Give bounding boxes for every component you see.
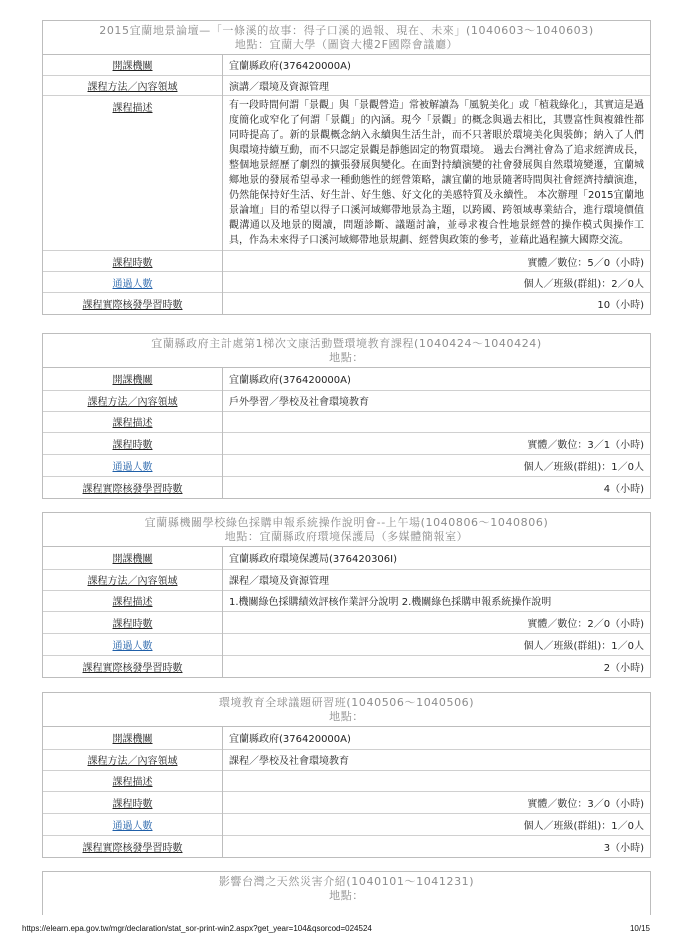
org-value: 宜蘭縣政府環境保護局(376420306I): [229, 554, 398, 566]
course-location: 地點：宜蘭縣政府環境保護局（多媒體簡報室）: [224, 530, 469, 543]
learn-hours-value: 4（小時): [223, 476, 651, 498]
method-value: 戶外學習／學校及社會環境教育: [223, 390, 651, 411]
course-block: [42, 20, 651, 315]
hours-value: 實體／數位：3／1（小時): [223, 432, 651, 454]
method-value: 演講／環境及資源管理: [223, 75, 651, 95]
method-value: 課程／學校及社會環境教育: [223, 749, 651, 770]
desc-label: 課程描述: [43, 411, 223, 432]
hours-label: 課程時數: [43, 251, 223, 272]
learn-hours-value: 3（小時): [223, 835, 651, 857]
hours-value: 實體／數位：5／0（小時): [223, 251, 651, 272]
course-title: 環境教育全球議題研習班(1040506～1040506): [218, 696, 475, 709]
people-link[interactable]: 通過人數: [43, 813, 223, 835]
hours-value: 實體／數位：2／0（小時): [223, 611, 651, 633]
course-header: [43, 513, 650, 547]
desc-value: [223, 770, 651, 791]
course-table: [43, 55, 650, 314]
method-value: 課程／環境及資源管理: [223, 569, 651, 590]
course-table: [43, 547, 650, 677]
course-header: [43, 693, 650, 727]
course-location: 地點：: [329, 710, 364, 723]
desc-value: [223, 411, 651, 432]
hours-value: 實體／數位：3／0（小時): [223, 791, 651, 813]
course-block: [42, 871, 651, 915]
course-table: [43, 368, 650, 498]
course-block: [42, 512, 651, 678]
course-header: [43, 872, 650, 905]
org-value: 宜蘭縣政府(376420000A): [229, 734, 351, 746]
desc-label: 課程描述: [43, 590, 223, 611]
desc-label: 課程描述: [43, 95, 223, 251]
people-link[interactable]: 通過人數: [43, 454, 223, 476]
org-label: 開課機關: [43, 547, 223, 569]
course-block: [42, 333, 651, 499]
desc-value: 有一段時間何謂「景觀」與「景觀營造」常被解讀為「風貌美化」或「植栽綠化」，其實這是過度簡化或窄化了何謂「景觀」的內涵。現今「景觀」的概念與過去相比，其豐富性與複雜性都同時提高了。新的景觀概念納入永續與生活生計，而不只著眼於環境美化與裝飾；納入了人們與環境持續互動，而不只認定景觀是靜態固定的物質環境。 過去台灣社會為了追求經濟成長，整個地景經歷了劇烈的擴張發展與變化。在面對持續演變的社會發展與自然環境變遷，宜蘭城鄉地景的發展希望尋求一種動態性的經營策略，讓宜蘭的地景隨著時間與社會經濟持續演進，仍然能保持好生活、好生計、好生態、好文化的美感特質及永續性。 本次辦理「2015宜蘭地景論壇」目的希望以得子口溪河域鄉帶地景為主題，以跨國、跨領域專業結合，進行環境價值觀溝通以及地景的閱讀，問題診斷、議題討論，並尋求複合性地景經營的操作模式與操作工具，作為未來得子口溪河域鄉帶地景規劃、經營與政策的參考，並藉此過程擴大國際交流。: [223, 95, 651, 251]
org-value: 宜蘭縣政府(376420000A): [229, 375, 351, 387]
course-header: [43, 334, 650, 368]
method-label: 課程方法／內容領域: [43, 749, 223, 770]
learn-hours-label: 課程實際核發學習時數: [43, 476, 223, 498]
course-location: 地點：: [329, 889, 364, 902]
desc-label: 課程描述: [43, 770, 223, 791]
page-number: 10/15: [629, 924, 650, 933]
course-title: 2015宜蘭地景論壇—「一條溪的故事：得子口溪的過報、現在、未來」(1040603～1040603): [99, 24, 594, 37]
course-table: [43, 727, 650, 857]
course-title: 影響台灣之天然災害介紹(1040101～1041231): [218, 875, 475, 888]
people-value: 個人／班級(群組)：1／0人: [223, 813, 651, 835]
hours-label: 課程時數: [43, 791, 223, 813]
page-url: https://elearn.epa.gov.tw/mgr/declaration/stat_sor-print-win2.aspx?get_year=104&qsorcod=024524: [22, 924, 372, 933]
print-footer: [22, 924, 670, 933]
course-title: 宜蘭縣政府主計處第1梯次文康活動暨環境教育課程(1040424～1040424): [151, 337, 542, 350]
hours-label: 課程時數: [43, 432, 223, 454]
desc-value: 1.機關綠色採購績效評核作業評分說明 2.機關綠色採購申報系統操作說明: [223, 590, 651, 611]
course-location: 地點：: [329, 351, 364, 364]
course-title: 宜蘭縣機關學校綠色採購申報系統操作說明會--上午場(1040806～1040806): [144, 516, 549, 529]
hours-label: 課程時數: [43, 611, 223, 633]
people-value: 個人／班級(群組)：1／0人: [223, 454, 651, 476]
method-label: 課程方法／內容領域: [43, 390, 223, 411]
learn-hours-value: 10（小時): [223, 293, 651, 314]
org-value: 宜蘭縣政府(376420000A): [229, 61, 351, 73]
learn-hours-value: 2（小時): [223, 655, 651, 677]
course-header: [43, 21, 650, 55]
learn-hours-label: 課程實際核發學習時數: [43, 293, 223, 314]
people-link[interactable]: 通過人數: [43, 633, 223, 655]
people-link[interactable]: 通過人數: [43, 272, 223, 293]
org-label: 開課機關: [43, 368, 223, 390]
method-label: 課程方法／內容領域: [43, 75, 223, 95]
org-label: 開課機關: [43, 727, 223, 749]
learn-hours-label: 課程實際核發學習時數: [43, 835, 223, 857]
people-value: 個人／班級(群組)：2／0人: [223, 272, 651, 293]
course-location: 地點：宜蘭大學（圖資大樓2F國際會議廳）: [234, 38, 459, 51]
method-label: 課程方法／內容領域: [43, 569, 223, 590]
course-block: [42, 692, 651, 858]
learn-hours-label: 課程實際核發學習時數: [43, 655, 223, 677]
people-value: 個人／班級(群組)：1／0人: [223, 633, 651, 655]
org-label: 開課機關: [43, 55, 223, 75]
